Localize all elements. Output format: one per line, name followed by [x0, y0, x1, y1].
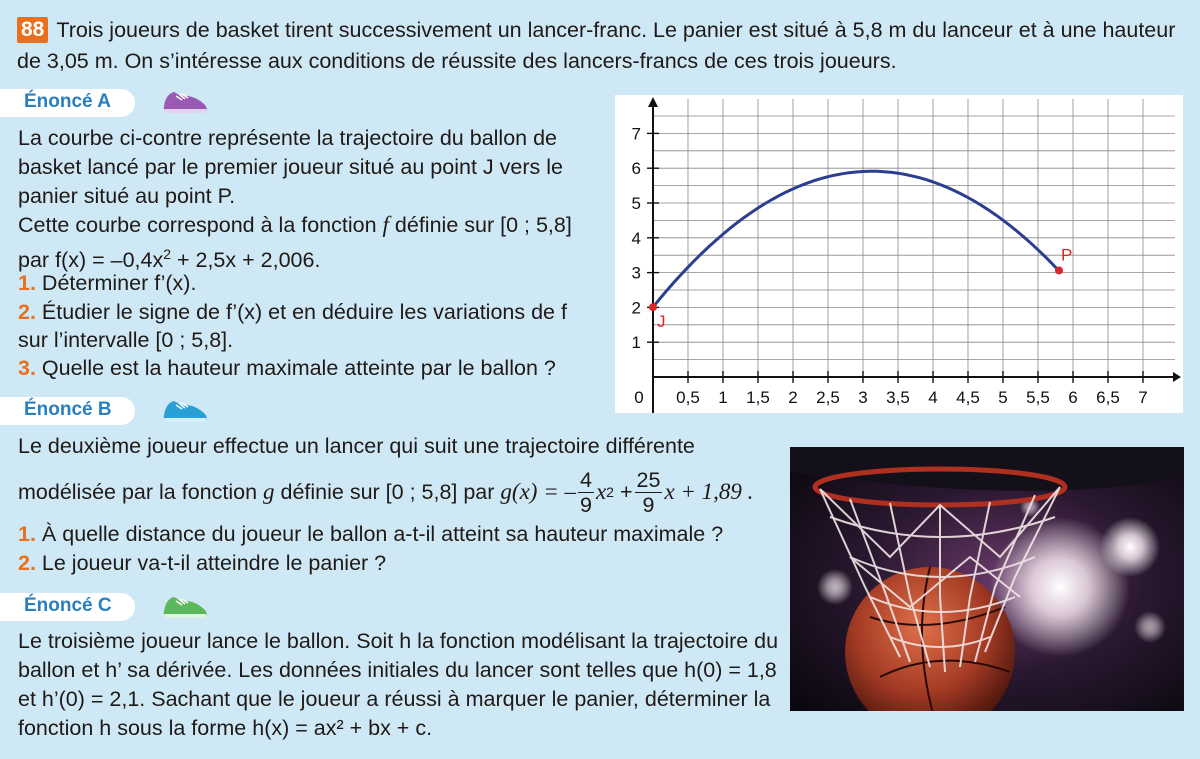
enonce-a-q2-b: sur l’intervalle [0 ; 5,8].	[18, 328, 234, 352]
x-tick-label: 6	[1068, 388, 1078, 407]
y-tick-label: 3	[631, 263, 641, 283]
point-label-j: J	[657, 312, 666, 332]
point-label-p: P	[1061, 245, 1073, 265]
enonce-c-tab	[0, 593, 135, 621]
intro-line-1: Trois joueurs de basket tirent successivement un lancer-franc. Le panier est situé à 5,8 m du lanceur et à une hauteur	[56, 18, 1176, 42]
x-tick-label: 0	[634, 388, 644, 407]
exercise-number: 88	[17, 17, 48, 43]
enonce-b-q1: 1. À quelle distance du joueur le ballon a-t-il atteint sa hauteur maximale ?	[18, 522, 724, 546]
x-tick-label: 4,5	[956, 388, 980, 407]
enonce-c-line-3: et h’(0) = 2,1. Sachant que le joueur a réussi à marquer le panier, déterminer la	[18, 687, 771, 711]
enonce-a-line-1: La courbe ci-contre représente la trajectoire du ballon de	[18, 126, 558, 150]
trajectory-chart	[615, 95, 1183, 413]
enonce-b-line-1: Le deuxième joueur effectue un lancer qui suit une trajectoire différente	[18, 434, 695, 458]
enonce-b-line-2: modélisée par la fonction g définie sur [0 ; 5,8] par g(x) = – $\frac{4}{9}$ x 2 + $\frac{25}{9}$ x + 1,89 .	[18, 467, 754, 517]
x-tick-label: 5	[998, 388, 1008, 407]
intro-line-2: de 3,05 m. On s’intéresse aux conditions de réussite des lancers-francs de ces trois joueurs.	[17, 49, 897, 73]
enonce-c-title: Énoncé C	[24, 595, 112, 616]
x-tick-label: 0,5	[676, 388, 700, 407]
enonce-a-title: Énoncé A	[24, 91, 111, 112]
sneaker-icon-green	[160, 589, 210, 621]
point-j	[649, 303, 657, 311]
sneaker-icon-purple	[160, 84, 210, 116]
enonce-a-q2: 2. Étudier le signe de f’(x) et en déduire les variations de f	[18, 300, 567, 324]
y-tick-label: 5	[631, 194, 641, 213]
enonce-b-tab	[0, 397, 135, 425]
enonce-b-title: Énoncé B	[24, 399, 112, 420]
x-tick-label: 2,5	[816, 388, 840, 407]
x-tick-label: 1,5	[746, 388, 770, 407]
enonce-a-q3: 3. Quelle est la hauteur maximale atteinte par le ballon ?	[18, 356, 556, 380]
fraction-25-9: $\frac{25}{9}$	[636, 467, 661, 517]
enonce-a-tab	[0, 89, 135, 117]
x-tick-label: 3	[858, 388, 868, 407]
x-tick-label: 1	[718, 388, 728, 407]
enonce-a-q1: 1. Déterminer f’(x).	[18, 271, 197, 295]
y-tick-label: 6	[631, 159, 641, 179]
enonce-b-q2: 2. Le joueur va-t-il atteindre le panier ?	[18, 551, 387, 575]
enonce-a-line-3: panier situé au point P.	[18, 184, 236, 208]
enonce-a-line-2: basket lancé par le premier joueur situé au point J vers le	[18, 155, 563, 179]
basketball-net-photo	[790, 447, 1184, 711]
x-tick-label: 7	[1138, 388, 1148, 407]
enonce-c-line-1: Le troisième joueur lance le ballon. Soit h la fonction modélisant la trajectoire du	[18, 629, 779, 653]
x-tick-label: 2	[788, 388, 798, 407]
exercise-intro	[17, 16, 1175, 45]
enonce-a-formula: par $f(x) = -0,4x^2 + 2,5x + 2,006$.	[18, 246, 321, 273]
y-tick-label: 1	[631, 333, 641, 353]
x-tick-label: 6,5	[1096, 388, 1120, 407]
enonce-c-line-2: ballon et h’ sa dérivée. Les données initiales du lancer sont telles que h(0) = 1,8	[18, 658, 777, 682]
enonce-c-line-4: fonction h sous la forme h(x) = ax² + bx + c.	[18, 716, 433, 740]
y-tick-label: 2	[631, 298, 641, 318]
x-tick-label: 5,5	[1026, 388, 1050, 407]
point-p	[1055, 266, 1063, 274]
fraction-4-9: $\frac{4}{9}$	[579, 467, 592, 517]
x-tick-label: 4	[928, 388, 938, 407]
sneaker-icon-blue	[160, 393, 210, 425]
y-tick-label: 4	[631, 228, 641, 248]
y-tick-label: 7	[631, 124, 641, 144]
enonce-a-line-4: Cette courbe correspond à la fonction f définie sur [0 ; 5,8]	[18, 212, 572, 237]
x-tick-label: 3,5	[886, 388, 910, 407]
